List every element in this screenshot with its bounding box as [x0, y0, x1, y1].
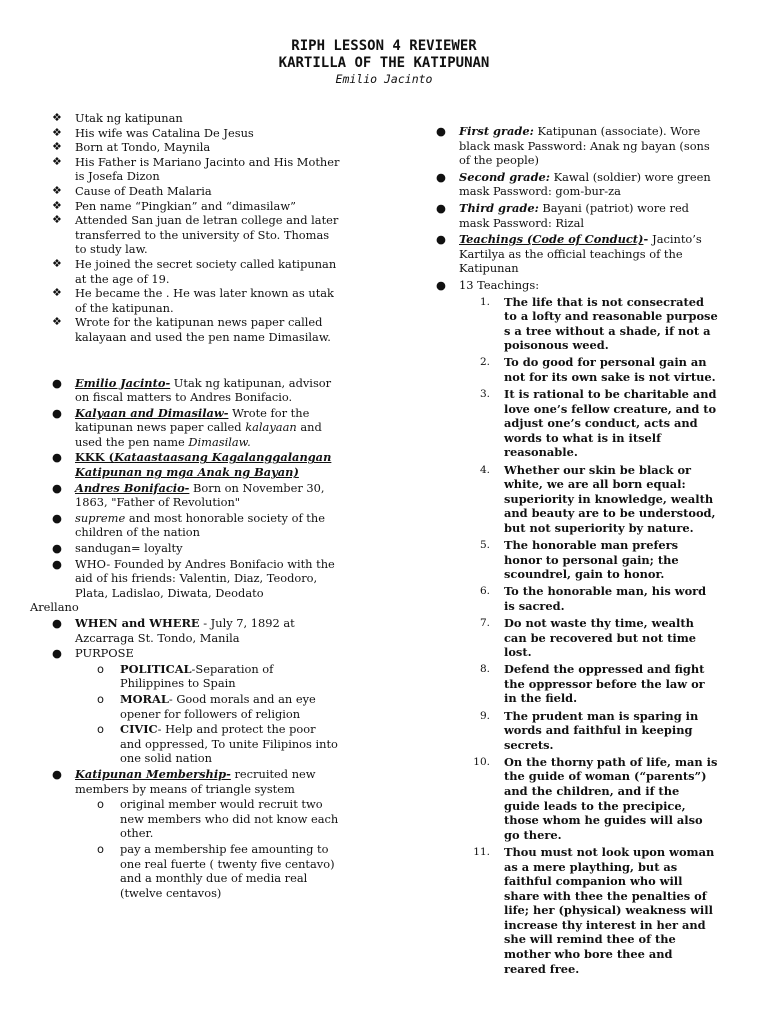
bullet-icon: ● — [52, 480, 62, 495]
list-item: o POLITICAL-Separation of Philippines to Spain — [97, 661, 274, 691]
list-item: o CIVIC- Help and protect the poor and oppressed, To unite Filipinos into one solid nation — [97, 722, 338, 766]
list-item: ❖ Attended San juan de letran college and later transferred to the university of Sto. Thomas to study law. — [52, 213, 339, 257]
diamond-bullet-icon: ❖ — [52, 140, 62, 154]
document-title: RIPH LESSON 4 REVIEWER — [291, 38, 477, 54]
list-item: ❖ Wrote for the katipunan news paper called kalayaan and used the pen name Dimasilaw. — [52, 315, 331, 344]
list-item: o original member would recruit two new members who did not know each other. — [97, 797, 339, 841]
bullet-icon: ● — [52, 541, 62, 556]
bullet-icon: ● — [436, 277, 446, 292]
list-item: ● Teachings (Code of Conduct)- Jacinto’s Kartilya as the official teachings of the Katipunan — [436, 232, 702, 276]
list-item: 7. Do not waste thy time, wealth can be recovered but not time lost. — [479, 616, 697, 660]
circle-bullet-icon: o — [97, 797, 104, 812]
membership-list — [75, 797, 340, 900]
list-item: 8. Defend the oppressed and fight the oppressor before the law or in the field. — [479, 662, 705, 706]
list-item: ● Andres Bonifacio- Born on November 30, 1863, "Father of Revolution" — [52, 480, 325, 510]
bullet-icon: ● — [52, 556, 62, 571]
diamond-bullet-icon: ❖ — [52, 125, 62, 139]
list-item: ● Third grade: Bayani (patriot) wore red mask Password: Rizal — [436, 200, 689, 230]
diamond-bullet-icon: ❖ — [52, 183, 62, 197]
bullet-icon: ● — [52, 646, 62, 661]
teachings-list — [434, 295, 718, 977]
facts-list — [30, 111, 340, 345]
bullet-icon: ● — [52, 766, 62, 781]
list-item: ● Emilio Jacinto- Utak ng katipunan, advisor on fiscal matters to Andres Bonifacio. — [52, 375, 332, 405]
list-item: ● sandugan= loyalty — [52, 541, 183, 556]
diamond-bullet-icon: ❖ — [52, 111, 62, 124]
list-item: ● WHEN and WHERE - July 7, 1892 at Azcarraga St. Tondo, Manila — [52, 616, 295, 645]
list-item: ● Second grade: Kawal (soldier) wore green mask Password: gom-bur-za — [436, 169, 711, 199]
diamond-bullet-icon: ❖ — [52, 286, 62, 300]
list-item: ❖ His Father is Mariano Jacinto and His Mother is Josefa Dizon — [52, 154, 340, 184]
list-item: ❖ He joined the secret society called katipunan at the age of 19. — [52, 256, 337, 286]
bullet-icon: ● — [52, 405, 62, 420]
list-item: 2. To do good for personal gain an not for its own sake is not virtue. — [479, 355, 716, 384]
circle-bullet-icon: o — [97, 661, 104, 676]
bullet-icon: ● — [436, 200, 446, 215]
list-item: ● First grade: Katipunan (associate). Wore black mask Password: Anak ng bayan (sons of the people) — [436, 124, 710, 168]
document-author: Emilio Jacinto — [335, 72, 433, 86]
diamond-bullet-icon: ❖ — [52, 198, 62, 212]
bullet-icon: ● — [436, 169, 446, 184]
list-item: ● supreme and most honorable society of the children of the nation — [52, 510, 325, 540]
list-item: 11. Thou must not look upon woman as a mere plaything, but as faithful companion who will share with thee the penalties of life; her (physical) weakness will increase thy interest in her and she will remind thee of the mother who bore thee and reared free. — [473, 844, 715, 976]
list-item: 3. It is rational to be charitable and love one’s fellow creature, and to adjust one’s conduct, acts and words to what is in itself reasonable. — [479, 387, 717, 460]
diamond-bullet-icon: ❖ — [52, 213, 62, 227]
bullet-icon: ● — [52, 510, 62, 525]
list-item: ● WHO- Founded by Andres Bonifacio with the aid of his friends: Valentin, Diaz, Teodoro, Plata, Ladislao, Diwata, Deodato Arellano — [30, 556, 335, 615]
bullet-icon: ● — [436, 124, 446, 138]
bullet-icon: ● — [52, 450, 62, 465]
circle-bullet-icon: o — [97, 841, 104, 856]
list-item: ❖ Utak ng katipunan — [52, 111, 183, 125]
list-item: ● Katipunan Membership- recruited new members by means of triangle system o original member would recruit two new members who did not know each other. o pay a membership fee amounting to one real fuerte ( twenty five centavo) and a monthly due of media real (twelve centavos) — [52, 766, 339, 900]
list-item: 10. On the thorny path of life, man is the guide of woman (“parents”) and the children, and if the guide leads to the precipice, those whom he guides will also go there. — [473, 754, 718, 842]
diamond-bullet-icon: ❖ — [52, 315, 62, 329]
left-column — [30, 111, 340, 900]
list-item: ● 13 Teachings: — [436, 277, 540, 292]
list-item: o MORAL- Good morals and an eye opener for followers of religion — [97, 691, 316, 721]
list-item: ❖ Born at Tondo, Maynila — [52, 140, 211, 155]
bullet-icon: ● — [436, 232, 446, 247]
circle-bullet-icon: o — [97, 722, 104, 737]
right-column — [434, 124, 718, 979]
document-header — [0, 38, 768, 87]
diamond-bullet-icon: ❖ — [52, 154, 62, 168]
list-item: 6. To the honorable man, his word is sacred. — [479, 584, 707, 613]
grades-list — [434, 124, 718, 293]
list-item: o pay a membership fee amounting to one real fuerte ( twenty five centavo) and a monthly due of media real (twelve centavos) — [97, 841, 335, 900]
list-item: ❖ He became the . He was later known as utak of the katipunan. — [52, 286, 334, 315]
bullet-icon: ● — [52, 375, 62, 390]
diamond-bullet-icon: ❖ — [52, 256, 62, 270]
bullet-icon: ● — [52, 616, 62, 630]
list-item: ❖ His wife was Catalina De Jesus — [52, 125, 254, 140]
circle-bullet-icon: o — [97, 691, 104, 706]
list-item: ● PURPOSE o POLITICAL-Separation of Philippines to Spain o MORAL- Good morals and an eye opener for followers of religion o CIVIC- Help and protect the poor and oppressed, To unite Filipinos into one solid nation — [30, 646, 340, 766]
list-item: ● KKK (Kataastaasang Kagalanggalangan Katipunan ng mga Anak ng Bayan) — [52, 450, 332, 480]
document-subtitle: KARTILLA OF THE KATIPUNAN — [278, 55, 490, 71]
purpose-list — [75, 662, 340, 766]
list-item: 4. Whether our skin be black or white, we are all born equal: superiority in knowledge, wealth and beauty are to be understood, but not superiority by nature. — [479, 462, 716, 535]
notes-list — [30, 376, 340, 901]
list-item: ❖ Pen name “Pingkian” and “dimasilaw” — [52, 198, 296, 213]
list-item: ❖ Cause of Death Malaria — [52, 183, 212, 198]
list-item: 1. The life that is not consecrated to a lofty and reasonable purpose s a tree without a shade, if not a poisonous weed. — [479, 294, 718, 353]
list-item: ● Kalyaan and Dimasilaw- Wrote for the katipunan news paper called kalayaan and used the pen name Dimasilaw. — [52, 405, 322, 449]
list-item: 9. The prudent man is sparing in words and faithful in keeping secrets. — [479, 708, 699, 752]
list-item: 5. The honorable man prefers honor to personal gain; the scoundrel, gain to honor. — [479, 538, 679, 582]
